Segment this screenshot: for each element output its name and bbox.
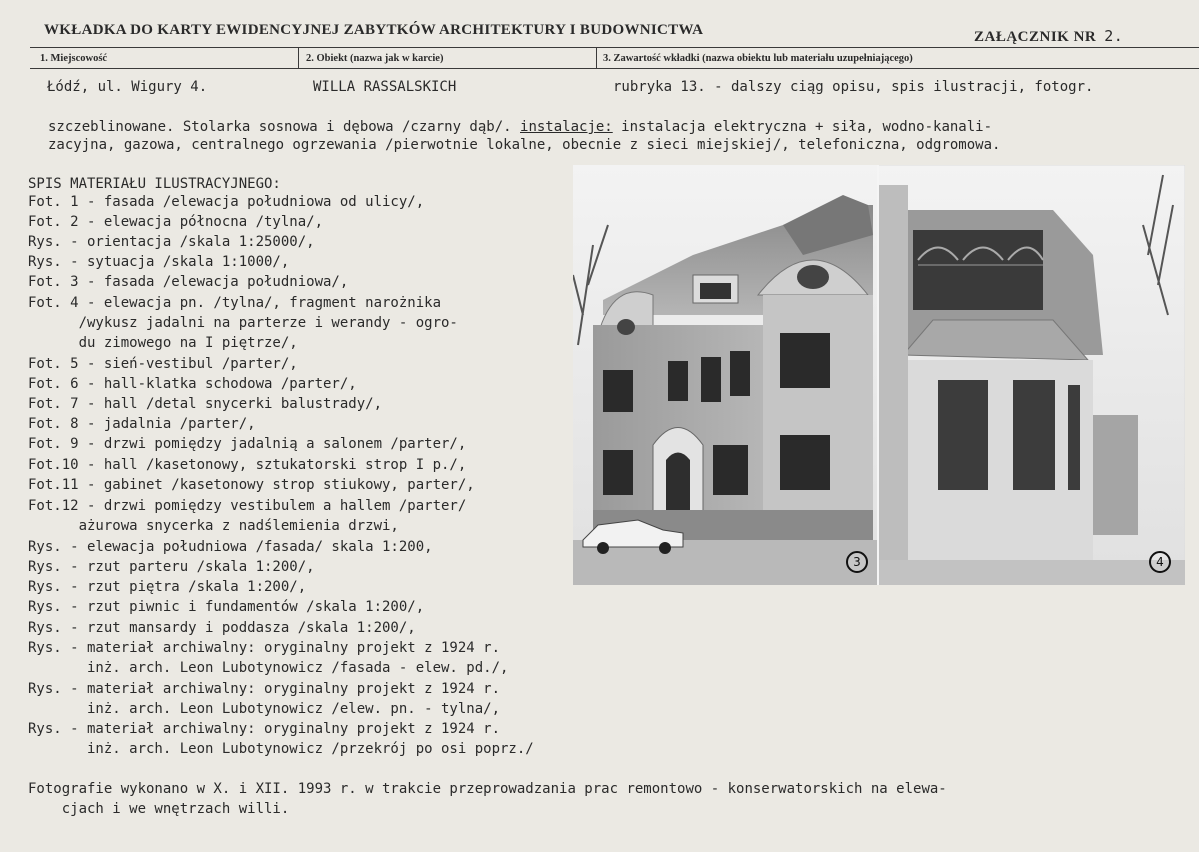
list-item: /wykusz jadalni na parterze i werandy - ogro- [28,315,458,331]
photo-rear-corner [878,165,1185,585]
list-item: Rys. - materiał archiwalny: oryginalny projekt z 1924 r. [28,681,501,697]
field-label-location: 1. Miejscowość [40,53,108,64]
field-label-object: 2. Obiekt (nazwa jak w karcie) [306,53,444,64]
list-item: Rys. - orientacja /skala 1:25000/, [28,234,315,250]
list-title: SPIS MATERIAŁU ILUSTRACYJNEGO: [28,176,281,192]
field-value-contents: rubryka 13. - dalszy ciąg opisu, spis ilustracji, fotogr. [613,79,1094,95]
photo-number-3: 3 [846,551,868,573]
body-line-1-a: szczeblinowane. Stolarka sosnowa i dębowa /czarny dąb/. [48,119,521,135]
list-item: Fot. 2 - elewacja północna /tylna/, [28,214,324,230]
list-item: Fot. 6 - hall-klatka schodowa /parter/, [28,376,357,392]
header-rule-bottom [30,68,1199,69]
list-item: Fot. 1 - fasada /elewacja południowa od ulicy/, [28,194,425,210]
list-item: Fot.10 - hall /kasetonowy, sztukatorski strop I p./, [28,457,467,473]
annex-number: 2. [1104,27,1124,45]
list-item: Fot. 7 - hall /detal snycerki balustrady/, [28,396,383,412]
field-divider-2 [596,47,597,68]
list-item: Fot. 3 - fasada /elewacja południowa/, [28,274,349,290]
body-line-2: zacyjna, gazowa, centralnego ogrzewania /pierwotnie lokalne, obecnie z sieci miejskiej/, telefoniczna, odgromowa. [48,137,1001,153]
list-item: du zimowego na I piętrze/, [28,335,298,351]
photo-panel [573,165,1185,585]
list-item: Fot.11 - gabinet /kasetonowy strop stiukowy, parter/, [28,477,475,493]
list-item: Rys. - sytuacja /skala 1:1000/, [28,254,290,270]
field-label-contents: 3. Zawartość wkładki (nazwa obiektu lub materiału uzupełniającego) [603,53,913,64]
header-rule-top [30,47,1199,48]
list-item: inż. arch. Leon Lubotynowicz /elew. pn. - tylna/, [28,701,501,717]
list-item: Fot.12 - drzwi pomiędzy vestibulem a hallem /parter/ [28,498,467,514]
photographs [573,165,1185,585]
annex-label-text: ZAŁĄCZNIK NR [974,29,1097,45]
field-divider-1 [298,47,299,68]
list-item: Rys. - rzut piwnic i fundamentów /skala 1:200/, [28,599,425,615]
field-value-location: Łódź, ul. Wigury 4. [47,79,208,95]
list-item: Rys. - materiał archiwalny: oryginalny projekt z 1924 r. [28,721,501,737]
photo-number-4: 4 [1149,551,1171,573]
list-item: Rys. - rzut piętra /skala 1:200/, [28,579,307,595]
photo-facade [573,165,878,585]
footer-line-2: cjach i we wnętrzach willi. [28,801,290,817]
list-item: Fot. 4 - elewacja pn. /tylna/, fragment narożnika [28,295,442,311]
list-item: inż. arch. Leon Lubotynowicz /przekrój po osi poprz./ [28,741,534,757]
list-item: Rys. - rzut parteru /skala 1:200/, [28,559,315,575]
body-line-1-b: instalacja elektryczna + siła, wodno-kanali- [612,119,993,135]
list-item: inż. arch. Leon Lubotynowicz /fasada - elew. pd./, [28,660,509,676]
list-item: Fot. 5 - sień-vestibul /parter/, [28,356,298,372]
list-item: Fot. 9 - drzwi pomiędzy jadalnią a salonem /parter/, [28,436,467,452]
list-item: Rys. - materiał archiwalny: oryginalny projekt z 1924 r. [28,640,501,656]
document-title: WKŁADKA DO KARTY EWIDENCYJNEJ ZABYTKÓW ARCHITEKTURY I BUDOWNICTWA [44,22,704,38]
installations-heading: instalacje: [520,119,613,135]
annex-label [974,27,1123,46]
field-value-object: WILLA RASSALSKICH [313,79,457,95]
list-item: Fot. 8 - jadalnia /parter/, [28,416,256,432]
list-item: ażurowa snycerka z nadślemienia drzwi, [28,518,399,534]
list-item: Rys. - rzut mansardy i poddasza /skala 1:200/, [28,620,416,636]
body-line-1 [48,118,992,136]
footer-line-1: Fotografie wykonano w X. i XII. 1993 r. w trakcie przeprowadzania prac remontowo - konserwatorskich na elewa- [28,781,947,797]
list-item: Rys. - elewacja południowa /fasada/ skala 1:200, [28,539,433,555]
